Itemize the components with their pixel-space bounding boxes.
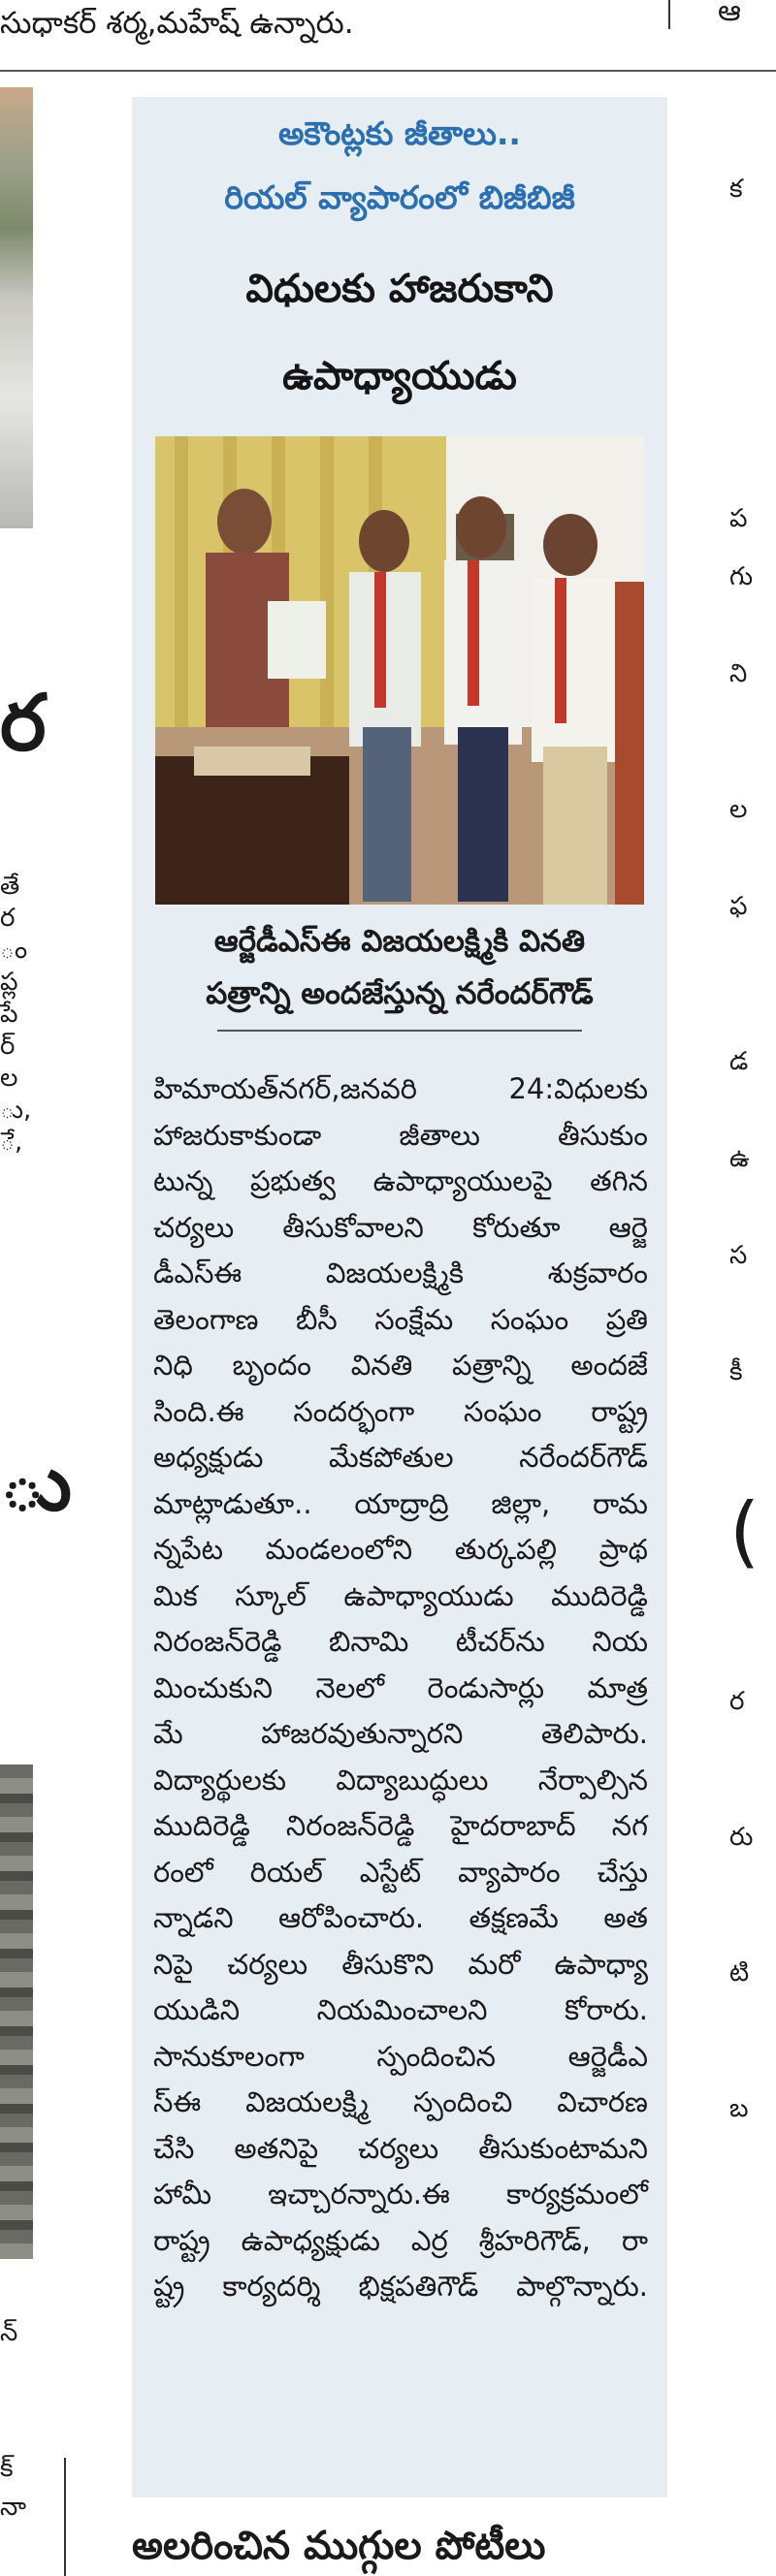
right-text-line: గు [729,562,754,591]
left-text-line: క్ [0,2454,14,2483]
left-text-line: ే, [0,1128,23,1157]
article-kicker: రియల్ వ్యాపారంలో బిజీబిజీ [224,178,575,216]
body-line: డీఎస్ఈ విజయలక్ష్మికి శుక్రవారం [153,1256,648,1289]
right-text-line: స [729,1241,748,1270]
body-line: యుడిని నియమించాలని కోరారు. [153,1993,648,2026]
body-line: మిక స్కూల్ ఉపాధ్యాయుడు ముదిరెడ్డి [153,1578,648,1612]
right-text-line: బ [729,2094,749,2123]
body-line: హామీ ఇచ్చారన్నారు.ఈ కార్యక్రమంలో [153,2178,648,2210]
right-text-line: టి [729,1958,750,1988]
left-text-line: తే [0,872,20,901]
left-neighbour-column [0,87,72,2530]
left-text-line: ల [0,1064,18,1093]
body-line: మాట్లాడుతూ.. యాద్రాద్రి జిల్లా, రామ [153,1486,648,1520]
article-headline: విధులకు హాజరుకాని [245,267,554,311]
left-text-line: న్ [0,2318,18,2347]
body-line: నిరంజన్‌రెడ్డి బినామి టీచర్‌ను నియ [153,1625,648,1658]
body-line: నిధి బృందం వినతి పత్రాన్ని అందజే [153,1349,648,1382]
right-text-line: ల [729,795,748,824]
article-photo [155,436,644,905]
left-photo-top [0,87,33,528]
body-line: హిమాయత్‌నగర్,జనవరి 24:విధులకు [153,1072,648,1105]
body-line: న్నాడని ఆరోపించారు. తక్షణమే అత [153,1901,648,1934]
left-text-line: ర్ [0,1032,16,1061]
right-text-line: రు [729,1823,754,1852]
article-body [153,1066,648,2310]
body-line: తెలంగాణ బీసీ సంక్షేమ సంఘం ప్రతి [153,1302,648,1336]
right-big-glyph: ( [729,1486,760,1576]
right-text-line: ఫ [729,892,748,921]
right-neighbour-column [729,116,776,2540]
top-strip-text: సుధాకర్ శర్మ,మహేష్ ఉన్నారు. [0,6,354,41]
right-text-line: ర [729,1687,745,1716]
right-text-line: ప [729,504,748,533]
next-article-headline: అలరించిన ముగ్గుల పోటీలు [132,2524,546,2568]
column-divider [64,2458,66,2576]
left-text-line: ర [0,904,16,933]
top-strip [0,0,776,72]
right-text-line: ని [729,659,748,688]
photo-caption: ఆర్జేడీఎస్ఈ విజయలక్ష్మికి వినతి [213,924,586,959]
body-line: అధ్యక్షుడు మేకపోతుల నరేందర్‌గౌడ్ [153,1441,648,1474]
body-line: ముదిరెడ్డి నిరంజన్‌రెడ్డి హైదరాబాద్ నగ [153,1809,648,1842]
body-line: స్ఈ విజయలక్ష్మి స్పందించి విచారణ [153,2085,648,2118]
body-line: మించుకుని నెలలో రెండుసార్లు మాత్ర [153,1670,648,1704]
body-line: విద్యార్థులకు విద్యాబుద్ధులు నేర్పాల్సిన [153,1763,648,1797]
body-line: రాష్ట్ర ఉపాధ్యక్షుడు ఎర్ర శ్రీహరిగౌడ్, రా [153,2223,648,2257]
body-line: న్నపేట మండలంలోని తుర్కపల్లి ప్రాథ [153,1533,648,1566]
right-text-line: ఉ [729,1144,750,1173]
photo-caption: పత్రాన్ని అందజేస్తున్న నరేందర్‌గౌడ్ [206,976,594,1011]
left-text-line: పే [0,1000,18,1029]
photo-illustration [155,436,644,905]
left-text-line: ం [0,936,28,965]
left-text-line: ప్ల [0,968,18,997]
left-text-line: నా [0,2493,27,2522]
left-text-line: ు, [0,1096,32,1125]
news-article [132,97,667,2497]
body-line: సింది.ఈ సందర్భంగా సంఘం రాష్ట్ర [153,1394,648,1428]
right-text-line: క [729,175,743,204]
right-text-line: డ [729,1047,749,1076]
article-headline: ఉపాధ్యాయుడు [282,354,517,398]
left-big-glyph: ు [0,1438,72,1528]
caption-rule [217,1030,582,1032]
left-big-glyph: ర [0,678,47,768]
body-line: రంలో రియల్ ఎస్టేట్ వ్యాపారం చేస్తు [153,1855,648,1889]
right-text-line: కీ [729,1357,743,1386]
body-line: చర్యలు తీసుకోవాలని కోరుతూ ఆర్జె [153,1210,648,1244]
body-line: హాజరుకాకుండా జీతాలు తీసుకుం [153,1118,648,1152]
column-divider [668,0,670,29]
body-line: ష్ట్ర కార్యదర్శి భిక్షపతిగౌడ్ పాల్గొన్నారు. [153,2270,648,2303]
body-line: మే హాజరవుతున్నారని తెలిపారు. [153,1717,648,1750]
body-line: సానుకూలంగా స్పందించిన ఆర్జెడీఎ [153,2039,648,2073]
body-line: నిపై చర్యలు తీసుకొని మరో ఉపాధ్యా [153,1947,648,1981]
article-kicker: అకౌంట్లకు జీతాలు.. [278,114,521,152]
right-column-fragment: ఆ [718,0,741,28]
left-photo-bottom [0,1765,33,2259]
body-line: చేసి అతనిపై చర్యలు తీసుకుంటామని [153,2131,648,2165]
body-line: టున్న ప్రభుత్వ ఉపాధ్యాయులపై తగిన [153,1164,648,1197]
